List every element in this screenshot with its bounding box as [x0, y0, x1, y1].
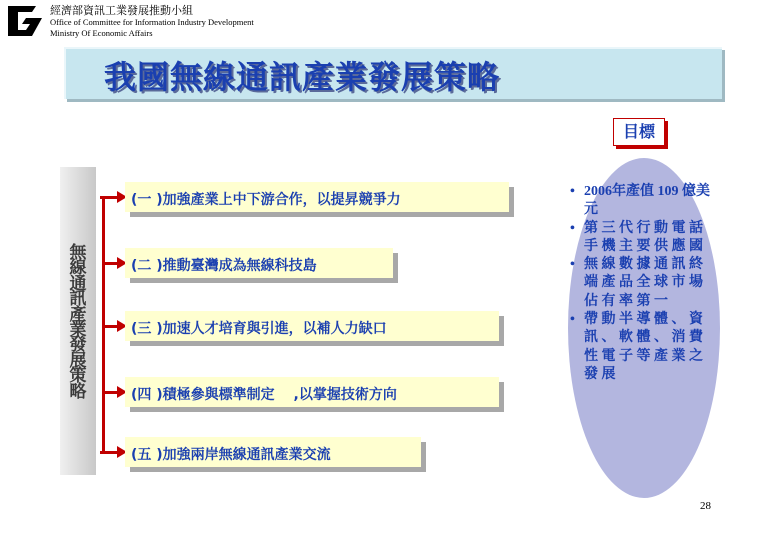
logo-icon	[4, 4, 46, 38]
strategy-side-label: 無線通訊產業發展策略	[69, 243, 87, 402]
goal-item: • 帶 動 半 導 體 、 資 訊 、 軟 體 、 消 費 性 電 子 等 產 業 之 發 展	[568, 311, 718, 384]
org-name-en-line1: Office of Committee for Information Industry Development	[50, 17, 254, 27]
goal-label: 目標	[613, 118, 665, 146]
goals-list	[568, 183, 718, 384]
arrow-1	[102, 196, 118, 199]
page-number: 28	[700, 500, 711, 512]
strategy-label: (三 )加速人才培育與引進，以補人力缺口	[131, 321, 387, 337]
strategy-label: (四 )積極參與標準制定 ,以掌握技術方向	[131, 387, 397, 403]
strategy-box-3	[125, 311, 499, 341]
arrow-5	[102, 451, 118, 454]
page-title: 我國無線通訊產業發展策略	[104, 58, 501, 96]
strategy-label: (五 )加強兩岸無線通訊產業交流	[131, 447, 331, 463]
strategy-box-1	[125, 182, 509, 212]
strategy-box-2	[125, 248, 393, 278]
strategy-label: (二 )推動臺灣成為無線科技島	[131, 258, 317, 274]
goal-item: • 2006年產值 109 億美元	[568, 183, 718, 220]
arrow-2	[102, 262, 118, 265]
goal-item: • 第 三 代 行 動 電 話 手 機 主 要 供 應 國	[568, 220, 718, 257]
org-name-zh: 經濟部資訊工業發展推動小組	[50, 4, 193, 17]
strategy-box-5	[125, 437, 421, 467]
org-name-en-line2: Ministry Of Economic Affairs	[50, 28, 153, 38]
arrow-3	[102, 325, 118, 328]
arrow-4	[102, 391, 118, 394]
goal-item: • 無 線 數 據 通 訊 終 端 產 品 全 球 市 場 佔 有 率 第 一	[568, 256, 718, 311]
strategy-label: (一 )加強產業上中下游合作，以提昇競爭力	[131, 192, 401, 208]
strategy-box-4	[125, 377, 499, 407]
